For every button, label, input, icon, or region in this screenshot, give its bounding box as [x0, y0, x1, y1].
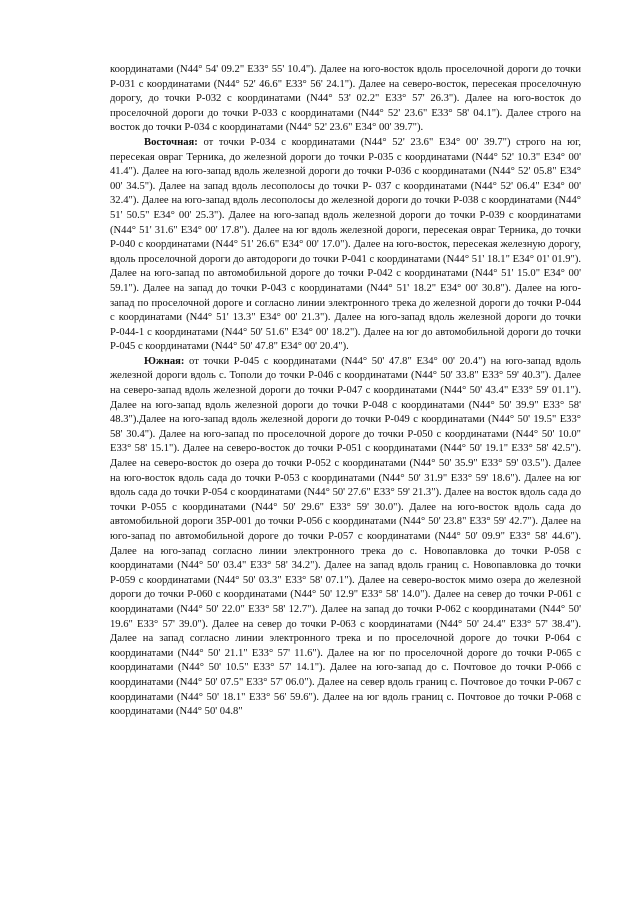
paragraph-southern-boundary — [110, 355, 581, 720]
section-heading-southern: Южная: — [144, 355, 185, 367]
paragraph-north-continuation — [110, 63, 581, 136]
section-heading-eastern: Восточная: — [144, 136, 198, 148]
paragraph-eastern-boundary — [110, 136, 581, 355]
paragraph-text: от точки Р-034 с координатами (N44° 52' 23.6" E34° 00' 39.7") строго на юг, пересекая овраг Терника, до железной дороги до точки Р-035 с координатами (N44° 52' 10.3" E34° 00' 41.4"). Далее на юго-запад вдоль железной дороги до точки Р-036 с координатами (N44° 52' 05.8" E34° 00' 34.5"). Далее на запад вдоль лесополосы до точки Р- 037 с координатами (N44° 52' 06.4" E34° 00' 32.4"). Далее на юго-запад вдоль лесополосы до железной дороги до точки Р-038 с координатами (N44° 51' 50.5" E34° 00' 25.3"). Далее на юго-запад вдоль железной дороги до точки Р-039 с координатами (N44° 51' 31.6" E34° 00' 17.8"). Далее на юг вдоль железной дороги, пересекая овраг Терника, до точки Р-040 с координатами (N44° 51' 26.6" E34° 00' 17.0"). Далее на юго-восток, пересекая железную дорогу, вдоль проселочной дороги до автодороги до точки Р-041 с координатами (N44° 51' 18.1" E34° 01' 01.9"). Далее на юго-запад по автомобильной дороге до точки Р-042 с координатами (N44° 51' 15.0" E34° 00' 59.1"). Далее на запад до точки Р-043 с координатами (N44° 51' 18.2" E34° 00' 30.8"). Далее на юго-запад по проселочной дороге и согласно линии электронного трека до железной дороги до точки Р-044 с координатами (N44° 51' 13.3" E34° 00' 21.3"). Далее на юго-запад вдоль железной дороги до точки Р-044-1 с координатами (N44° 50' 51.6" E34° 00' 18.2"). Далее на юг до автомобильной дороги до точки Р-045 с координатами (N44° 50' 47.8" E34° 00' 20.4"). — [110, 136, 581, 353]
paragraph-text: от точки Р-045 с координатами (N44° 50' 47.8" E34° 00' 20.4") на юго-запад вдоль железной дороги вдоль с. Тополи до точки Р-046 с координатами (N44° 50' 33.8" E33° 59' 40.3"). Далее на северо-запад вдоль железной дороги до точки Р-047 с координатами (N44° 50' 43.4" E33° 59' 01.1"). Далее на юго-запад вдоль железной дороги до точки Р-048 с координатами (N44° 50' 39.9" E33° 58' 48.3").Далее на юго-запад вдоль железной дороги до точки Р-049 с координатами (N44° 50' 19.5" E33° 58' 30.4"). Далее на юго-запад по проселочной дороге до точки Р-050 с координатами (N44° 50' 10.0" E33° 58' 15.1"). Далее на северо-восток до точки Р-051 с координатами (N44° 50' 19.1" E33° 58' 42.5"). Далее на северо-восток до озера до точки Р-052 с координатами (N44° 50' 35.9" E33° 59' 03.5"). Далее на юго-восток вдоль сада до точки Р-053 с координатами (N44° 50' 31.9" E33° 59' 18.6"). Далее на юг вдоль сада до точки Р-054 с координатами (N44° 50' 27.6" E33° 59' 21.3"). Далее на восток вдоль сада до точки Р-055 с координатами (N44° 50' 29.6" E33° 59' 30.0"). Далее на юго-восток вдоль сада до автомобильной дороги 35Р-001 до точки Р-056 с координатами (N44° 50' 23.8" E33° 59' 42.7"). Далее на юго-запад по автомобильной дороге до точки Р-057 с координатами (N44° 50' 09.9" E33° 58' 44.6"). Далее на юго-запад согласно линии электронного трека до с. Новопавловка до точки Р-058 с координатами (N44° 50' 03.4" E33° 58' 34.2"). Далее на запад вдоль границ с. Новопавловка до точки Р-059 с координатами (N44° 50' 03.3" E33° 58' 07.1"). Далее на северо-восток мимо озера до железной дороги до точки Р-060 с координатами (N44° 50' 12.9" E33° 58' 14.0"). Далее на север до точки Р-061 с координатами (N44° 50' 22.0" E33° 58' 12.7"). Далее на запад до точки Р-062 с координатами (N44° 50' 19.6" E33° 57' 39.0"). Далее на север до точки Р-063 с координатами (N44° 50' 24.4" E33° 57' 38.4"). Далее на запад согласно линии электронного трека и по проселочной дороге до точки Р-064 с координатами (N44° 50' 21.1" E33° 57' 11.6"). Далее на юг по проселочной дороге до точки Р-065 с координатами (N44° 50' 10.5" E33° 57' 14.1"). Далее на юго-запад до с. Почтовое до точки Р-066 с координатами (N44° 50' 07.5" E33° 57' 06.0"). Далее на север вдоль границ с. Почтовое до точки Р-067 с координатами (N44° 50' 18.1" E33° 56' 59.6"). Далее на юг вдоль границ с. Почтовое до точки Р-068 с координатами (N44° 50' 04.8" — [110, 355, 581, 718]
paragraph-text: координатами (N44° 54' 09.2" E33° 55' 10.4"). Далее на юго-восток вдоль проселочной дороги до точки Р-031 с координатами (N44° 52' 46.6" E33° 56' 24.1"). Далее на северо-восток, пересекая проселочную дорогу, до точки Р-032 с координатами (N44° 53' 02.2" E33° 57' 26.3"). Далее на юго-восток до проселочной дороги до точки Р-033 с координатами (N44° 52' 23.6" E33° 58' 04.1"). Далее строго на восток до точки Р-034 с координатами (N44° 52' 23.6" E34° 00' 39.7"). — [110, 64, 581, 134]
